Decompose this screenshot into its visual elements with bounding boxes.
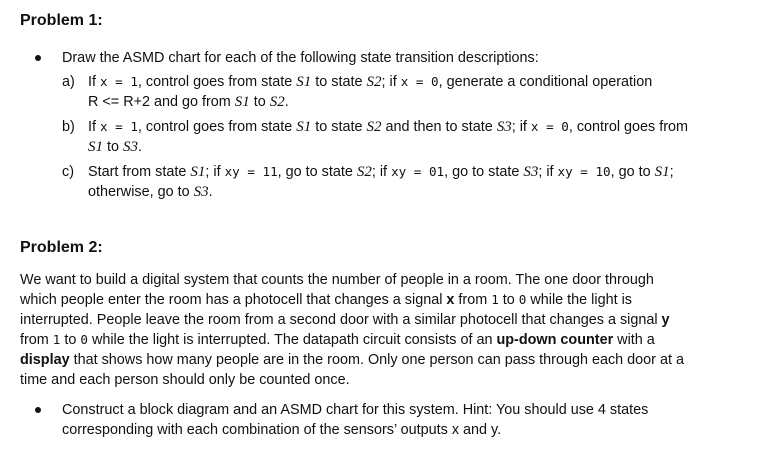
text: which people enter the room has a photocell that changes a signal [20,292,447,308]
text: and then to state [381,119,497,135]
text: that shows how many people are in the room. Only one person can pass through each door at a [69,352,684,368]
state-name: S1 [296,119,312,135]
problem-2-bullet-line-1: Construct a block diagram and an ASMD chart for this system. Hint: You should use 4 states [62,402,649,418]
text: to [103,139,123,155]
emphasis: up-down counter [496,332,614,348]
condition: x = 1 [100,119,138,134]
problem-2-bullet-line-2: corresponding with each combination of the sensors’ outputs x and y. [62,422,502,438]
text: , control goes from state [137,119,297,135]
state-name: S1 [190,164,206,180]
item-c-marker: c) [62,164,74,180]
state-name: S1 [654,164,670,180]
item-a-marker: a) [62,74,75,90]
state-name: S2 [366,74,382,90]
text: from [20,332,53,348]
state-name: S3 [193,184,209,200]
item-b-line-2 [88,137,142,157]
item-a-line-2 [88,92,289,112]
text: ; [669,164,674,180]
value: 1 [491,292,499,307]
text: while the light is [526,292,632,308]
text: with a [613,332,655,348]
text: If [88,119,100,135]
item-b-line-1 [88,117,688,137]
item-c-line-2 [88,182,213,202]
bullet-icon [35,407,41,413]
text: , go to state [444,164,524,180]
signal-name: y [661,312,670,328]
item-a-line-1 [88,72,652,92]
problem-2-line-6: time and each person should only be counted once. [20,372,350,388]
text: . [208,184,213,200]
text: while the light is interrupted. The datapath circuit consists of an [87,332,497,348]
text: from [454,292,492,308]
value: 0 [80,332,88,347]
value: 1 [52,332,61,347]
state-name: S2 [269,94,285,110]
text: to state [311,119,367,135]
condition: xy = 01 [391,164,445,179]
text: If [88,74,100,90]
condition: x = 0 [400,74,439,89]
condition: xy = 10 [557,164,611,179]
problem-2-line-1: We want to build a digital system that counts the number of people in a room. The one door through [20,272,654,288]
condition: xy = 11 [224,164,278,179]
problem-2-line-4 [20,330,655,350]
problem-1-intro: Draw the ASMD chart for each of the following state transition descriptions: [62,50,539,66]
text: ; if [205,164,225,180]
text: to [60,332,81,348]
text: Start from state [88,164,191,180]
text: ; if [371,164,392,180]
text: ; if [538,164,558,180]
text: otherwise, go to [88,184,194,200]
text: , generate a conditional operation [438,74,653,90]
item-c-line-1 [88,162,674,182]
state-name: S3 [123,139,138,155]
emphasis: display [20,352,70,368]
state-name: S1 [296,74,312,90]
text: , control goes from state [137,74,297,90]
text: , go to state [277,164,357,180]
text: . [138,139,142,155]
text: . [284,94,289,110]
text: ; if [511,119,531,135]
text: to [498,292,519,308]
value: 0 [518,292,527,307]
text: to state [311,74,367,90]
problem-1-title: Problem 1: [20,12,103,29]
state-name: S3 [496,119,512,135]
state-name: S1 [88,139,103,155]
condition: x = 1 [100,74,138,89]
text: , control goes from [568,119,689,135]
text: to [249,94,270,110]
state-name: S2 [356,164,372,180]
state-name: S3 [523,164,539,180]
text: ; if [381,74,401,90]
state-name: S1 [234,94,250,110]
text: R <= R+2 and go from [88,94,235,110]
problem-2-line-5 [20,350,684,370]
bullet-icon [35,55,41,61]
condition: x = 0 [530,119,569,134]
text: , go to [610,164,655,180]
problem-2-line-3 [20,310,670,330]
state-name: S2 [366,119,382,135]
text: interrupted. People leave the room from a second door with a similar photocell that changes a signal [20,312,662,328]
item-b-marker: b) [62,119,75,135]
problem-2-title: Problem 2: [20,239,103,256]
signal-name: x [446,292,455,308]
problem-2-line-2 [20,290,632,310]
